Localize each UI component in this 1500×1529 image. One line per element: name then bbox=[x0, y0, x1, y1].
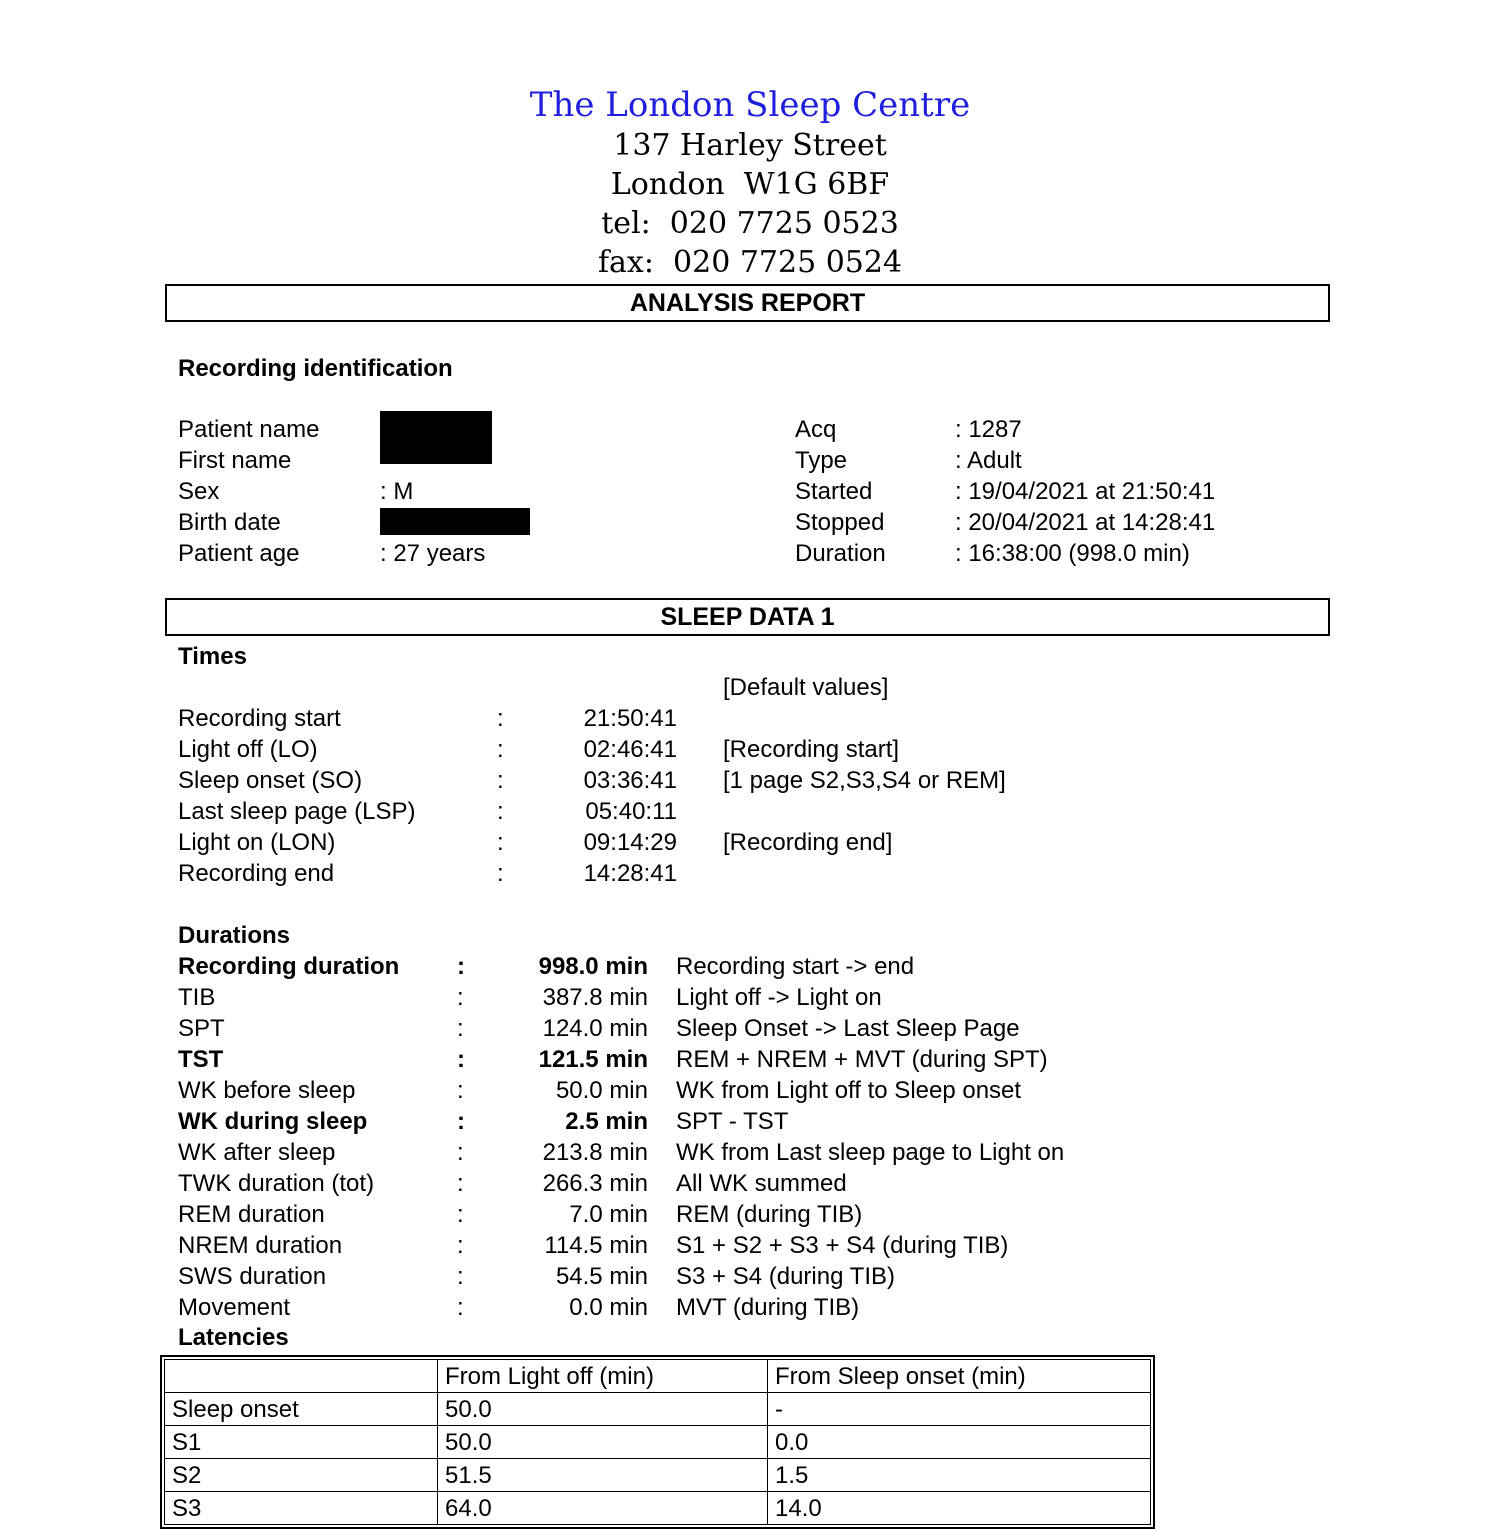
sex-row bbox=[178, 476, 795, 507]
time-label: Recording start bbox=[178, 705, 341, 732]
duration-value: 124.0 min bbox=[542, 1015, 648, 1042]
duration-desc: Recording start -> end bbox=[676, 953, 915, 980]
duration-desc: WK from Light off to Sleep onset bbox=[676, 1077, 1022, 1104]
colon: : bbox=[457, 1015, 464, 1042]
duration-value: 121.5 min bbox=[538, 1046, 648, 1073]
duration-label: NREM duration bbox=[178, 1232, 343, 1259]
redaction-box-birth-date bbox=[380, 508, 530, 535]
time-value: 09:14:29 bbox=[583, 829, 677, 856]
duration-row-twk-duration bbox=[178, 1168, 1500, 1199]
time-note: [Recording start] bbox=[723, 736, 900, 763]
latency-from-light-off: 64.0 bbox=[438, 1492, 768, 1525]
clinic-address-line1: 137 Harley Street bbox=[613, 128, 887, 163]
latency-from-light-off: 50.0 bbox=[438, 1393, 768, 1426]
colon: : bbox=[497, 705, 504, 732]
duration-row-movement bbox=[178, 1292, 1500, 1323]
sleep-data-banner: SLEEP DATA 1 bbox=[165, 598, 1330, 636]
duration-row-nrem-duration bbox=[178, 1230, 1500, 1261]
duration-label: SWS duration bbox=[178, 1263, 327, 1290]
duration-desc: MVT (during TIB) bbox=[676, 1294, 860, 1321]
duration-value: 998.0 min bbox=[538, 953, 648, 980]
latency-stage: S2 bbox=[165, 1459, 438, 1492]
duration-label: Duration bbox=[795, 540, 886, 567]
duration-value: 213.8 min bbox=[542, 1139, 648, 1166]
time-value: 14:28:41 bbox=[583, 860, 677, 887]
latency-from-sleep-onset: 0.0 bbox=[768, 1426, 1151, 1459]
clinic-header bbox=[0, 0, 1500, 282]
clinic-address-line2: London W1G 6BF bbox=[610, 167, 890, 202]
duration-value: 54.5 min bbox=[555, 1263, 648, 1290]
durations-heading: Durations bbox=[178, 922, 291, 949]
acq-row bbox=[795, 414, 1215, 445]
time-label: Recording end bbox=[178, 860, 335, 887]
recording-identification-heading: Recording identification bbox=[178, 355, 453, 382]
duration-label: WK during sleep bbox=[178, 1108, 368, 1135]
duration-value: 0.0 min bbox=[569, 1294, 648, 1321]
birth-date-label: Birth date bbox=[178, 509, 281, 536]
colon: : bbox=[497, 736, 504, 763]
duration-value: 7.0 min bbox=[569, 1201, 648, 1228]
time-note: [1 page S2,S3,S4 or REM] bbox=[723, 767, 1006, 794]
colon: : bbox=[497, 829, 504, 856]
duration-label: REM duration bbox=[178, 1201, 325, 1228]
colon: : bbox=[457, 1170, 464, 1197]
duration-desc: Sleep Onset -> Last Sleep Page bbox=[676, 1015, 1020, 1042]
latency-from-sleep-onset: 1.5 bbox=[768, 1459, 1151, 1492]
duration-value: 114.5 min bbox=[544, 1232, 648, 1259]
times-section bbox=[178, 642, 1500, 889]
time-label: Light on (LON) bbox=[178, 829, 336, 856]
started-row bbox=[795, 476, 1215, 507]
time-row-light-off bbox=[178, 734, 1500, 765]
duration-value: 50.0 min bbox=[555, 1077, 648, 1104]
duration-desc: S3 + S4 (during TIB) bbox=[676, 1263, 895, 1290]
duration-row bbox=[795, 538, 1215, 569]
time-label: Sleep onset (SO) bbox=[178, 767, 363, 794]
time-row-recording-start bbox=[178, 703, 1500, 734]
stopped-row bbox=[795, 507, 1215, 538]
colon: : bbox=[497, 767, 504, 794]
type-label: Type bbox=[795, 447, 848, 474]
duration-label: Recording duration bbox=[178, 953, 400, 980]
duration-desc: WK from Last sleep page to Light on bbox=[676, 1139, 1065, 1166]
colon: : bbox=[497, 860, 504, 887]
clinic-title: The London Sleep Centre bbox=[529, 85, 971, 125]
duration-desc: SPT - TST bbox=[676, 1108, 789, 1135]
latencies-header-row bbox=[165, 1360, 1151, 1393]
first-name-label: First name bbox=[178, 447, 292, 474]
duration-row-tib bbox=[178, 982, 1500, 1013]
started-label: Started bbox=[795, 478, 873, 505]
table-row-s2 bbox=[165, 1459, 1151, 1492]
duration-value: : 16:38:00 (998.0 min) bbox=[955, 540, 1190, 567]
duration-desc: REM (during TIB) bbox=[676, 1201, 863, 1228]
colon: : bbox=[457, 1108, 465, 1135]
colon: : bbox=[497, 798, 504, 825]
latency-stage: Sleep onset bbox=[165, 1393, 438, 1426]
time-row-last-sleep-page bbox=[178, 796, 1500, 827]
patient-age-row bbox=[178, 538, 795, 569]
latency-from-light-off: 50.0 bbox=[438, 1426, 768, 1459]
latencies-section bbox=[178, 1323, 1500, 1353]
duration-desc: Light off -> Light on bbox=[676, 984, 882, 1011]
acquisition-details bbox=[795, 414, 1215, 569]
colon: : bbox=[457, 1263, 464, 1290]
duration-value: 266.3 min bbox=[542, 1170, 648, 1197]
time-value: 05:40:11 bbox=[585, 798, 677, 825]
type-value: : Adult bbox=[955, 447, 1022, 474]
recording-identification-section bbox=[178, 354, 1500, 569]
duration-label: WK before sleep bbox=[178, 1077, 356, 1104]
sex-value: : M bbox=[380, 478, 414, 505]
latencies-col-empty bbox=[165, 1360, 438, 1393]
duration-row-recording-duration bbox=[178, 951, 1500, 982]
colon: : bbox=[457, 984, 464, 1011]
stopped-label: Stopped bbox=[795, 509, 885, 536]
duration-label: TIB bbox=[178, 984, 216, 1011]
colon: : bbox=[457, 1294, 464, 1321]
patient-details bbox=[178, 414, 795, 569]
durations-section bbox=[178, 921, 1500, 1323]
latency-stage: S3 bbox=[165, 1492, 438, 1525]
duration-label: Movement bbox=[178, 1294, 291, 1321]
duration-value: 387.8 min bbox=[542, 984, 648, 1011]
time-value: 02:46:41 bbox=[583, 736, 677, 763]
colon: : bbox=[457, 1232, 464, 1259]
time-value: 21:50:41 bbox=[583, 705, 677, 732]
clinic-tel: tel: 020 7725 0523 bbox=[601, 206, 899, 241]
redaction-box-patient-name bbox=[380, 411, 492, 464]
started-value: : 19/04/2021 at 21:50:41 bbox=[955, 478, 1216, 505]
identification-columns bbox=[178, 414, 1500, 569]
colon: : bbox=[457, 1046, 465, 1073]
duration-row-wk-before-sleep bbox=[178, 1075, 1500, 1106]
acq-value: : 1287 bbox=[955, 416, 1022, 443]
colon: : bbox=[457, 1201, 464, 1228]
duration-row-rem-duration bbox=[178, 1199, 1500, 1230]
table-row-sleep-onset bbox=[165, 1393, 1151, 1426]
duration-value: 2.5 min bbox=[565, 1108, 648, 1135]
duration-desc: REM + NREM + MVT (during SPT) bbox=[676, 1046, 1048, 1073]
duration-desc: S1 + S2 + S3 + S4 (during TIB) bbox=[676, 1232, 1009, 1259]
time-label: Last sleep page (LSP) bbox=[178, 798, 416, 825]
colon: : bbox=[457, 953, 465, 980]
acq-label: Acq bbox=[795, 416, 837, 443]
duration-label: TWK duration (tot) bbox=[178, 1170, 375, 1197]
time-row-recording-end bbox=[178, 858, 1500, 889]
time-row-light-on bbox=[178, 827, 1500, 858]
time-value: 03:36:41 bbox=[583, 767, 677, 794]
times-heading: Times bbox=[178, 643, 247, 670]
patient-name-label: Patient name bbox=[178, 416, 320, 443]
duration-row-tst bbox=[178, 1044, 1500, 1075]
analysis-report-banner: ANALYSIS REPORT bbox=[165, 284, 1330, 322]
duration-row-wk-after-sleep bbox=[178, 1137, 1500, 1168]
time-row-sleep-onset bbox=[178, 765, 1500, 796]
duration-label: TST bbox=[178, 1046, 224, 1073]
table-row-s3 bbox=[165, 1492, 1151, 1525]
duration-label: WK after sleep bbox=[178, 1139, 336, 1166]
default-values-note: [Default values] bbox=[723, 674, 889, 701]
colon: : bbox=[457, 1077, 464, 1104]
table-row-s1 bbox=[165, 1426, 1151, 1459]
latencies-col-sleep-onset: From Sleep onset (min) bbox=[768, 1360, 1151, 1393]
time-label: Light off (LO) bbox=[178, 736, 318, 763]
duration-row-spt bbox=[178, 1013, 1500, 1044]
latency-from-sleep-onset: 14.0 bbox=[768, 1492, 1151, 1525]
colon: : bbox=[457, 1139, 464, 1166]
patient-age-label: Patient age bbox=[178, 540, 300, 567]
clinic-fax: fax: 020 7725 0524 bbox=[597, 245, 903, 280]
latency-from-sleep-onset: - bbox=[768, 1393, 1151, 1426]
latency-from-light-off: 51.5 bbox=[438, 1459, 768, 1492]
type-row bbox=[795, 445, 1215, 476]
stopped-value: : 20/04/2021 at 14:28:41 bbox=[955, 509, 1216, 536]
time-note: [Recording end] bbox=[723, 829, 893, 856]
patient-age-value: : 27 years bbox=[380, 540, 486, 567]
latencies-col-light-off: From Light off (min) bbox=[438, 1360, 768, 1393]
sex-label: Sex bbox=[178, 478, 220, 505]
latencies-heading: Latencies bbox=[178, 1324, 289, 1351]
latency-stage: S1 bbox=[165, 1426, 438, 1459]
latencies-table bbox=[160, 1355, 1155, 1529]
duration-label: SPT bbox=[178, 1015, 225, 1042]
duration-desc: All WK summed bbox=[676, 1170, 847, 1197]
duration-row-wk-during-sleep bbox=[178, 1106, 1500, 1137]
duration-row-sws-duration bbox=[178, 1261, 1500, 1292]
